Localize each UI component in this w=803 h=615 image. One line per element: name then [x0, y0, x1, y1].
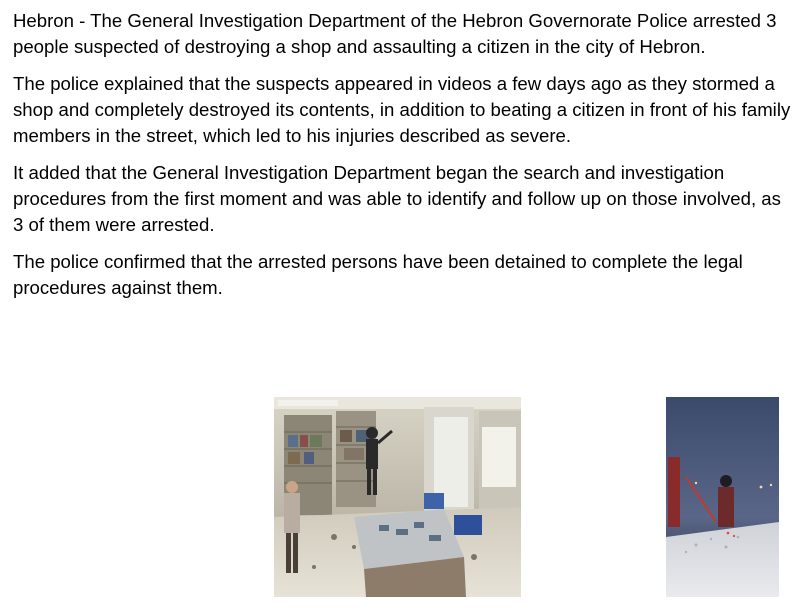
night-street-photo — [666, 397, 779, 597]
article-paragraph-3: It added that the General Investigation Department began the search and investigation procedures from the first moment and was able to identify and follow up on those involved, as 3 of them were arrested. — [13, 162, 781, 235]
cctv-shop-image — [274, 397, 521, 597]
night-street-image — [666, 397, 779, 597]
cctv-shop-photo — [274, 397, 521, 597]
article-paragraph-2: The police explained that the suspects appeared in videos a few days ago as they stormed a shop and completely destroyed its contents, in addition to beating a citizen in front of his family members in the street, which led to his injuries described as severe. — [13, 73, 791, 146]
article-paragraph-1: Hebron - The General Investigation Department of the Hebron Governorate Police arrested 3 people suspected of destroying a shop and assaulting a citizen in the city of Hebron. — [13, 10, 777, 57]
article-body — [13, 8, 793, 312]
article-paragraph-4: The police confirmed that the arrested persons have been detained to complete the legal procedures against them. — [13, 251, 743, 298]
